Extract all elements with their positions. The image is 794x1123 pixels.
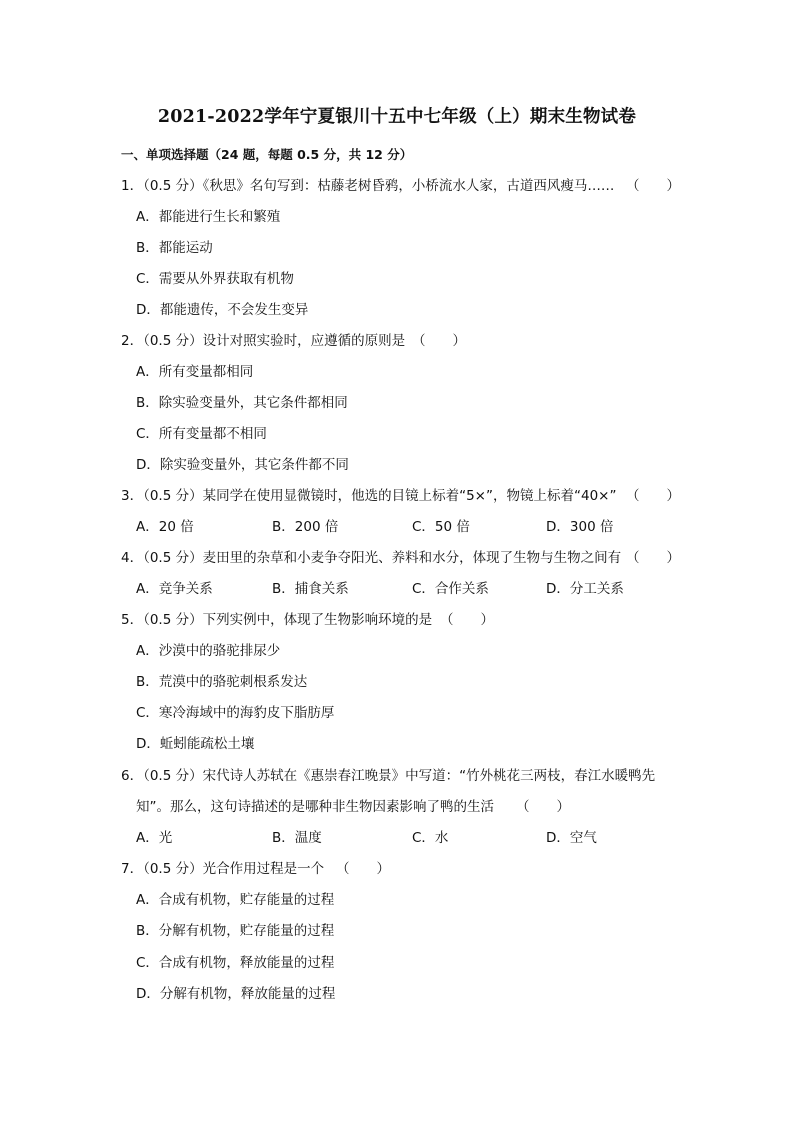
question-7-option-b: B．分解有机物，贮存能量的过程 (136, 923, 335, 939)
question-3-option-d: D．300 倍 (546, 519, 614, 535)
question-6-stem: 6．（0.5 分）宋代诗人苏轼在《惠崇春江晚景》中写道：“竹外桃花三两枝，春江水暖鸭先 (121, 768, 656, 784)
question-6-answer-blank: （ ） (516, 799, 570, 815)
question-5-answer-blank: （ ） (440, 612, 494, 628)
question-3-option-b: B．200 倍 (272, 519, 339, 535)
question-5-option-a: A．沙漠中的骆驼排尿少 (136, 643, 281, 659)
question-1-answer-blank: （ ） (626, 178, 680, 194)
question-7-stem: 7．（0.5 分）光合作用过程是一个 (121, 861, 325, 877)
question-2-option-d: D．除实验变量外，其它条件都不同 (136, 457, 349, 473)
question-7-option-a: A．合成有机物，贮存能量的过程 (136, 892, 335, 908)
question-3-option-a: A．20 倍 (136, 519, 194, 535)
question-2-answer-blank: （ ） (412, 333, 466, 349)
question-1-option-c: C．需要从外界获取有机物 (136, 271, 294, 287)
question-6-stem-continued: 知”。那么，这句诗描述的是哪种非生物因素影响了鸭的生活 (136, 799, 494, 815)
question-1-option-b: B．都能运动 (136, 240, 213, 256)
question-3-option-c: C．50 倍 (412, 519, 470, 535)
question-6-option-d: D．空气 (546, 830, 597, 846)
question-7-option-c: C．合成有机物，释放能量的过程 (136, 955, 335, 971)
question-1-stem: 1．（0.5 分）《秋思》名句写到：枯藤老树昏鸦，小桥流水人家，古道西风瘦马…… (121, 178, 615, 194)
question-2-option-c: C．所有变量都不相同 (136, 426, 267, 442)
question-7-answer-blank: （ ） (336, 861, 390, 877)
question-5-option-c: C．寒冷海域中的海豹皮下脂肪厚 (136, 705, 335, 721)
question-6-options (136, 828, 696, 848)
question-2-option-a: A．所有变量都相同 (136, 364, 254, 380)
question-6-option-c: C．水 (412, 830, 449, 846)
question-5-option-d: D．蚯蚓能疏松土壤 (136, 736, 255, 752)
question-2-option-b: B．除实验变量外，其它条件都相同 (136, 395, 348, 411)
exam-title: 2021-2022学年宁夏银川十五中七年级（上）期末生物试卷 (157, 107, 637, 127)
question-6-option-a: A．光 (136, 830, 173, 846)
question-4-option-b: B．捕食关系 (272, 581, 349, 597)
question-4-option-c: C．合作关系 (412, 581, 489, 597)
section-heading: 一、单项选择题（24 题，每题 0.5 分，共 12 分） (121, 147, 413, 162)
question-2-stem: 2．（0.5 分）设计对照实验时，应遵循的原则是 (121, 333, 406, 349)
question-3-answer-blank: （ ） (626, 488, 680, 504)
question-4-options (136, 579, 696, 599)
question-4-stem: 4．（0.5 分）麦田里的杂草和小麦争夺阳光、养料和水分，体现了生物与生物之间有 (121, 550, 622, 566)
question-6-option-b: B．温度 (272, 830, 322, 846)
question-5-option-b: B．荒漠中的骆驼刺根系发达 (136, 674, 308, 690)
question-1-option-a: A．都能进行生长和繁殖 (136, 209, 281, 225)
question-7-option-d: D．分解有机物，释放能量的过程 (136, 986, 336, 1002)
question-4-answer-blank: （ ） (626, 550, 680, 566)
question-5-stem: 5．（0.5 分）下列实例中，体现了生物影响环境的是 (121, 612, 433, 628)
question-4-option-d: D．分工关系 (546, 581, 624, 597)
question-4-option-a: A．竞争关系 (136, 581, 213, 597)
question-1-option-d: D．都能遗传，不会发生变异 (136, 302, 309, 318)
question-3-options (136, 517, 696, 537)
question-3-stem: 3．（0.5 分）某同学在使用显微镜时，他选的目镜上标着“5×”，物镜上标着“40×” (121, 488, 617, 504)
